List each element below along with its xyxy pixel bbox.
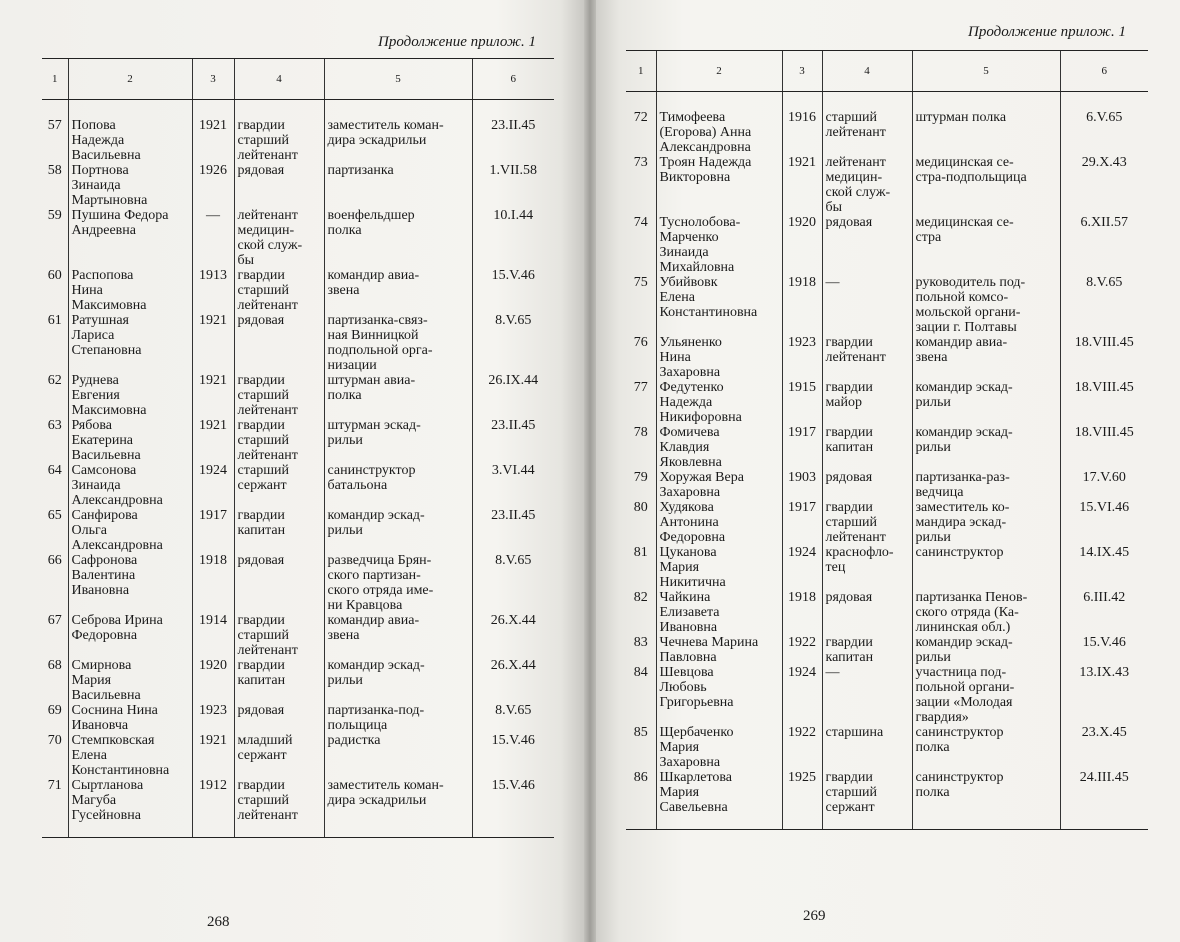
person-name: Шевцова Любовь Григорьевна <box>656 665 782 725</box>
birth-year: 1916 <box>782 92 822 156</box>
award-date: 26.X.44 <box>472 613 554 658</box>
award-date: 18.VIII.45 <box>1060 380 1148 425</box>
person-name: Санфирова Ольга Александровна <box>68 508 192 553</box>
role-description: командир эскад- рильи <box>324 658 472 703</box>
birth-year: 1924 <box>782 665 822 725</box>
role-description: заместитель коман- дира эскадрильи <box>324 100 472 164</box>
col-header-1: 1 <box>626 51 656 92</box>
entry-number: 65 <box>47 508 62 523</box>
military-rank: гвардии капитан <box>822 425 912 470</box>
military-rank: гвардии старший лейтенант <box>234 268 324 313</box>
role-description: командир эскад- рильи <box>324 508 472 553</box>
award-date: 6.XII.57 <box>1060 215 1148 275</box>
birth-year: 1921 <box>192 418 234 463</box>
role-description: заместитель ко- мандира эскад- рильи <box>912 500 1060 545</box>
military-rank: гвардии старший лейтенант <box>822 500 912 545</box>
table-row <box>42 163 554 208</box>
military-rank: — <box>822 665 912 725</box>
table-row <box>42 703 554 733</box>
role-description: партизанка-под- польщица <box>324 703 472 733</box>
table-row <box>626 635 1148 665</box>
person-name: Федутенко Надежда Никифоровна <box>656 380 782 425</box>
role-description: партизанка Пенов- ского отряда (Ка- лининская обл.) <box>912 590 1060 635</box>
table-row <box>42 463 554 508</box>
award-date: 3.VI.44 <box>472 463 554 508</box>
birth-year: 1926 <box>192 163 234 208</box>
person-name: Соснина Нина Ивановча <box>68 703 192 733</box>
birth-year: 1903 <box>782 470 822 500</box>
table-header-row <box>626 51 1148 92</box>
entry-number: 63 <box>47 418 62 433</box>
person-name: Тимофеева (Егорова) Анна Александровна <box>656 92 782 156</box>
person-name: Портнова Зинаида Мартыновна <box>68 163 192 208</box>
award-date: 15.V.46 <box>472 268 554 313</box>
person-name: Себрова Ирина Федоровна <box>68 613 192 658</box>
birth-year: 1921 <box>192 100 234 164</box>
birth-year: 1915 <box>782 380 822 425</box>
military-rank: лейтенант медицин- ской служ- бы <box>822 155 912 215</box>
entry-number: 75 <box>633 275 648 290</box>
award-date: 1.VII.58 <box>472 163 554 208</box>
table-row <box>42 268 554 313</box>
person-name: Худякова Антонина Федоровна <box>656 500 782 545</box>
birth-year: 1917 <box>192 508 234 553</box>
award-date: 26.IX.44 <box>472 373 554 418</box>
award-date: 15.V.46 <box>472 778 554 838</box>
birth-year: 1923 <box>782 335 822 380</box>
entry-number: 78 <box>633 425 648 440</box>
role-description: командир авиа- звена <box>324 613 472 658</box>
appendix-table-right <box>626 50 1148 830</box>
award-date: 18.VIII.45 <box>1060 335 1148 380</box>
table-row <box>42 553 554 613</box>
table-row <box>626 335 1148 380</box>
birth-year: 1920 <box>192 658 234 703</box>
person-name: Цуканова Мария Никитична <box>656 545 782 590</box>
role-description: медицинская се- стра <box>912 215 1060 275</box>
entry-number: 67 <box>47 613 62 628</box>
birth-year: 1922 <box>782 725 822 770</box>
entry-number: 68 <box>47 658 62 673</box>
person-name: Сафронова Валентина Ивановна <box>68 553 192 613</box>
person-name: Попова Надежда Васильевна <box>68 100 192 164</box>
page-number-right: 269 <box>803 908 826 924</box>
role-description: командир авиа- звена <box>324 268 472 313</box>
continuation-note-left: Продолжение прилож. 1 <box>378 34 536 50</box>
table-header-row <box>42 59 554 100</box>
role-description: заместитель коман- дира эскадрильи <box>324 778 472 838</box>
person-name: Ратушная Лариса Степановна <box>68 313 192 373</box>
entry-number: 79 <box>633 470 648 485</box>
table-row <box>42 778 554 838</box>
entry-number: 83 <box>633 635 648 650</box>
military-rank: гвардии майор <box>822 380 912 425</box>
person-name: Рябова Екатерина Васильевна <box>68 418 192 463</box>
continuation-note-right: Продолжение прилож. 1 <box>968 24 1126 40</box>
award-date: 6.III.42 <box>1060 590 1148 635</box>
person-name: Туснолобова- Марченко Зинаида Михайловна <box>656 215 782 275</box>
military-rank: рядовая <box>234 163 324 208</box>
table-row <box>42 208 554 268</box>
military-rank: старшина <box>822 725 912 770</box>
table-row <box>42 373 554 418</box>
award-date: 10.I.44 <box>472 208 554 268</box>
book-gutter <box>584 0 596 942</box>
military-rank: рядовая <box>822 590 912 635</box>
role-description: штурман авиа- полка <box>324 373 472 418</box>
person-name: Троян Надежда Викторовна <box>656 155 782 215</box>
military-rank: рядовая <box>234 553 324 613</box>
award-date: 23.II.45 <box>472 418 554 463</box>
role-description: командир авиа- звена <box>912 335 1060 380</box>
role-description: медицинская се- стра-подпольщица <box>912 155 1060 215</box>
military-rank: старший лейтенант <box>822 92 912 156</box>
table-row <box>626 470 1148 500</box>
entry-number: 58 <box>47 163 62 178</box>
award-date: 17.V.60 <box>1060 470 1148 500</box>
role-description: штурман эскад- рильи <box>324 418 472 463</box>
award-date: 6.V.65 <box>1060 92 1148 156</box>
award-date: 18.VIII.45 <box>1060 425 1148 470</box>
birth-year: 1917 <box>782 425 822 470</box>
person-name: Чайкина Елизавета Ивановна <box>656 590 782 635</box>
role-description: участница под- польной органи- зации «Молодая гвардия» <box>912 665 1060 725</box>
military-rank: старший сержант <box>234 463 324 508</box>
role-description: санинструктор батальона <box>324 463 472 508</box>
entry-number: 59 <box>47 208 62 223</box>
entry-number: 85 <box>633 725 648 740</box>
table-row <box>626 425 1148 470</box>
role-description: командир эскад- рильи <box>912 635 1060 665</box>
military-rank: гвардии старший лейтенант <box>234 100 324 164</box>
birth-year: 1918 <box>782 275 822 335</box>
role-description: партизанка-раз- ведчица <box>912 470 1060 500</box>
award-date: 15.VI.46 <box>1060 500 1148 545</box>
entry-number: 77 <box>633 380 648 395</box>
person-name: Ульяненко Нина Захаровна <box>656 335 782 380</box>
military-rank: краснофло- тец <box>822 545 912 590</box>
award-date: 8.V.65 <box>472 703 554 733</box>
role-description: руководитель под- польной комсо- мольской органи- зации г. Полтавы <box>912 275 1060 335</box>
award-date: 8.V.65 <box>472 553 554 613</box>
person-name: Пушина Федора Андреевна <box>68 208 192 268</box>
table-row <box>42 613 554 658</box>
table-row <box>626 545 1148 590</box>
role-description: радистка <box>324 733 472 778</box>
birth-year: 1924 <box>192 463 234 508</box>
birth-year: 1921 <box>782 155 822 215</box>
military-rank: гвардии старший лейтенант <box>234 778 324 838</box>
col-header-3: 3 <box>192 59 234 100</box>
award-date: 23.X.45 <box>1060 725 1148 770</box>
person-name: Убийвовк Елена Константиновна <box>656 275 782 335</box>
award-date: 26.X.44 <box>472 658 554 703</box>
military-rank: младший сержант <box>234 733 324 778</box>
role-description: командир эскад- рильи <box>912 425 1060 470</box>
entry-number: 74 <box>633 215 648 230</box>
military-rank: гвардии капитан <box>822 635 912 665</box>
role-description: санинструктор полка <box>912 770 1060 830</box>
person-name: Щербаченко Мария Захаровна <box>656 725 782 770</box>
birth-year: 1917 <box>782 500 822 545</box>
col-header-6: 6 <box>472 59 554 100</box>
person-name: Хоружая Вера Захаровна <box>656 470 782 500</box>
entry-number: 82 <box>633 590 648 605</box>
entry-number: 64 <box>47 463 62 478</box>
entry-number: 80 <box>633 500 648 515</box>
role-description: штурман полка <box>912 92 1060 156</box>
page-number-left: 268 <box>207 914 230 930</box>
award-date: 8.V.65 <box>1060 275 1148 335</box>
appendix-table-left <box>42 58 554 838</box>
col-header-2: 2 <box>68 59 192 100</box>
military-rank: гвардии старший лейтенант <box>234 418 324 463</box>
military-rank: рядовая <box>822 215 912 275</box>
role-description: санинструктор полка <box>912 725 1060 770</box>
birth-year: 1924 <box>782 545 822 590</box>
military-rank: гвардии старший сержант <box>822 770 912 830</box>
birth-year: 1918 <box>192 553 234 613</box>
entry-number: 72 <box>633 110 648 125</box>
table-row <box>626 380 1148 425</box>
person-name: Распопова Нина Максимовна <box>68 268 192 313</box>
military-rank: рядовая <box>822 470 912 500</box>
role-description: военфельдшер полка <box>324 208 472 268</box>
entry-number: 84 <box>633 665 648 680</box>
entry-number: 57 <box>47 118 62 133</box>
person-name: Сыртланова Магуба Гусейновна <box>68 778 192 838</box>
entry-number: 69 <box>47 703 62 718</box>
entry-number: 61 <box>47 313 62 328</box>
person-name: Стемпковская Елена Константиновна <box>68 733 192 778</box>
col-header-1: 1 <box>42 59 68 100</box>
role-description: разведчица Брян- ского партизан- ского отряда име- ни Кравцова <box>324 553 472 613</box>
birth-year: 1912 <box>192 778 234 838</box>
birth-year: 1921 <box>192 373 234 418</box>
award-date: 24.III.45 <box>1060 770 1148 830</box>
award-date: 29.X.43 <box>1060 155 1148 215</box>
award-date: 15.V.46 <box>1060 635 1148 665</box>
entry-number: 73 <box>633 155 648 170</box>
award-date: 8.V.65 <box>472 313 554 373</box>
table-row <box>42 508 554 553</box>
entry-number: 81 <box>633 545 648 560</box>
col-header-5: 5 <box>912 51 1060 92</box>
role-description: санинструктор <box>912 545 1060 590</box>
col-header-2: 2 <box>656 51 782 92</box>
award-date: 23.II.45 <box>472 508 554 553</box>
col-header-4: 4 <box>822 51 912 92</box>
birth-year: 1921 <box>192 313 234 373</box>
military-rank: гвардии капитан <box>234 508 324 553</box>
military-rank: лейтенант медицин- ской служ- бы <box>234 208 324 268</box>
person-name: Фомичева Клавдия Яковлевна <box>656 425 782 470</box>
military-rank: гвардии капитан <box>234 658 324 703</box>
entry-number: 60 <box>47 268 62 283</box>
table-row <box>42 313 554 373</box>
entry-number: 70 <box>47 733 62 748</box>
birth-year: 1922 <box>782 635 822 665</box>
military-rank: рядовая <box>234 313 324 373</box>
col-header-3: 3 <box>782 51 822 92</box>
role-description: партизанка-связ- ная Винницкой подпольной орга- низации <box>324 313 472 373</box>
birth-year: 1921 <box>192 733 234 778</box>
birth-year: 1923 <box>192 703 234 733</box>
person-name: Руднева Евгения Максимовна <box>68 373 192 418</box>
table-row <box>626 770 1148 830</box>
award-date: 15.V.46 <box>472 733 554 778</box>
entry-number: 86 <box>626 770 656 830</box>
person-name: Чечнева Марина Павловна <box>656 635 782 665</box>
birth-year: 1914 <box>192 613 234 658</box>
military-rank: гвардии старший лейтенант <box>234 373 324 418</box>
table-row <box>626 725 1148 770</box>
table-row <box>42 658 554 703</box>
col-header-5: 5 <box>324 59 472 100</box>
entry-number: 62 <box>47 373 62 388</box>
military-rank: гвардии старший лейтенант <box>234 613 324 658</box>
table-row <box>626 155 1148 215</box>
table-row <box>42 733 554 778</box>
entry-number: 76 <box>633 335 648 350</box>
birth-year: 1918 <box>782 590 822 635</box>
table-row <box>626 215 1148 275</box>
birth-year: 1920 <box>782 215 822 275</box>
table-row <box>626 665 1148 725</box>
role-description: командир эскад- рильи <box>912 380 1060 425</box>
table-row <box>42 100 554 164</box>
table-row <box>42 418 554 463</box>
award-date: 14.IX.45 <box>1060 545 1148 590</box>
birth-year: 1913 <box>192 268 234 313</box>
person-name: Самсонова Зинаида Александровна <box>68 463 192 508</box>
table-row <box>626 275 1148 335</box>
person-name: Смирнова Мария Васильевна <box>68 658 192 703</box>
person-name: Шкарлетова Мария Савельевна <box>656 770 782 830</box>
role-description: партизанка <box>324 163 472 208</box>
table-row <box>626 92 1148 156</box>
birth-year: — <box>192 208 234 268</box>
entry-number: 66 <box>47 553 62 568</box>
birth-year: 1925 <box>782 770 822 830</box>
entry-number: 71 <box>42 778 68 838</box>
award-date: 23.II.45 <box>472 100 554 164</box>
table-row <box>626 500 1148 545</box>
military-rank: гвардии лейтенант <box>822 335 912 380</box>
award-date: 13.IX.43 <box>1060 665 1148 725</box>
military-rank: рядовая <box>234 703 324 733</box>
col-header-6: 6 <box>1060 51 1148 92</box>
table-row <box>626 590 1148 635</box>
col-header-4: 4 <box>234 59 324 100</box>
military-rank: — <box>822 275 912 335</box>
